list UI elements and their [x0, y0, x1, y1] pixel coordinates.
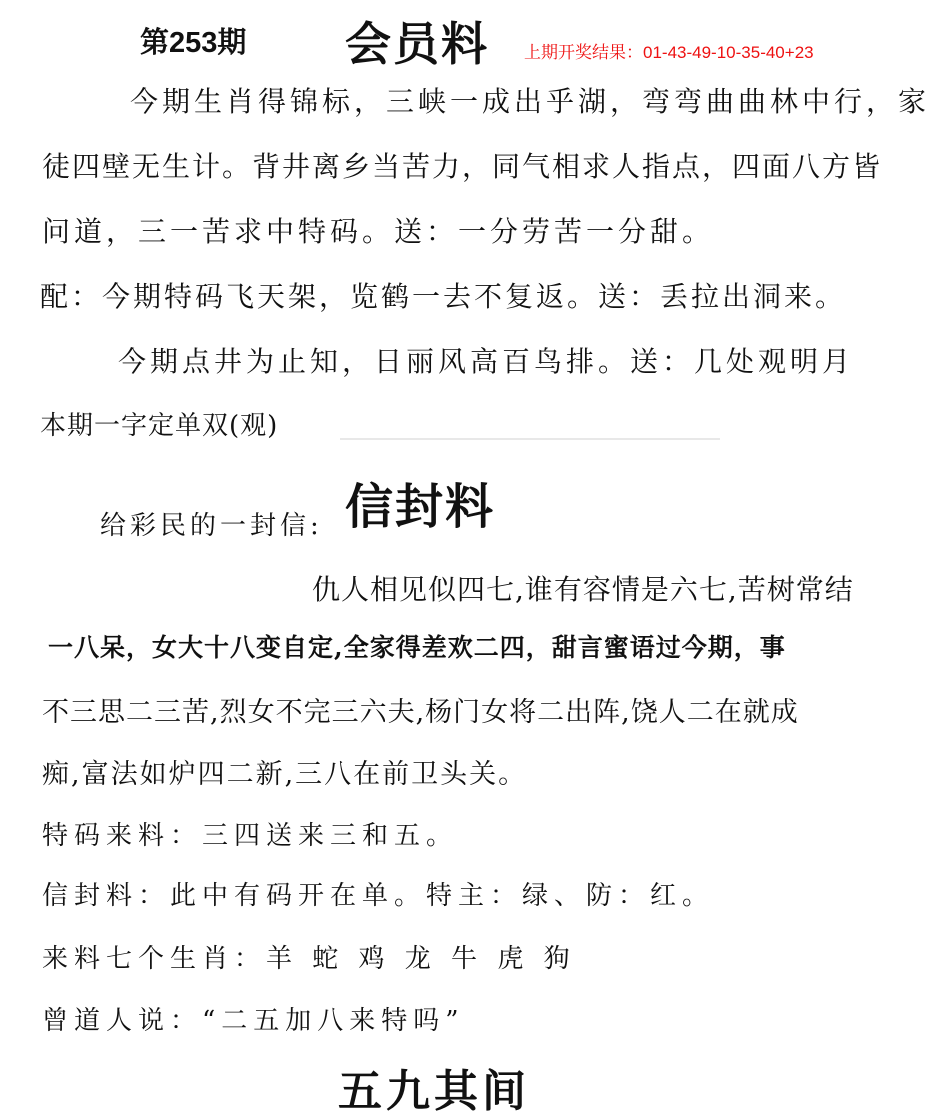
letter-line-1: 仇人相见似四七,谁有容情是六七,苦树常结 — [312, 573, 854, 606]
letter-line-3: 不三思二三苦,烈女不完三六夫,杨门女将二出阵,饶人二在就成 — [42, 697, 799, 728]
letter-line-2: 一八呆，女大十八变自定,全家得差欢二四，甜言蜜语过今期，事 — [48, 633, 786, 662]
letter-line-6: 信封料：此中有码开在单。特主：绿、防：红。 — [42, 881, 715, 911]
footer-title: 五九其间 — [338, 1066, 530, 1117]
letter-line-4: 痴,富法如炉四二新,三八在前卫头关。 — [42, 759, 528, 790]
scan-line — [340, 438, 720, 440]
member-line-3: 问道，三一苦求中特码。送：一分劳苦一分甜。 — [42, 215, 715, 248]
letter-line-5: 特码来料：三四送来三和五。 — [42, 821, 459, 851]
member-title: 会员料 — [345, 17, 489, 71]
member-line-2: 徒四壁无生计。背井离乡当苦力，同气相求人指点，四面八方皆 — [42, 150, 883, 183]
member-line-4: 配：今期特码飞天架，览鹤一去不复返。送：丢拉出洞来。 — [40, 280, 847, 313]
member-line-5: 今期点井为止知，日丽风高百鸟排。送：几处观明月 — [118, 345, 855, 378]
member-line-1: 今期生肖得锦标，三峡一成出乎湖，弯弯曲曲林中行，家 — [130, 85, 931, 118]
letter-line-7: 来料七个生肖：羊 蛇 鸡 龙 牛 虎 狗 — [42, 944, 576, 974]
letter-intro: 给彩民的一封信: — [100, 511, 323, 541]
last-draw-result: 上期开奖结果：01-43-49-10-35-40+23 — [524, 43, 814, 62]
member-line-6: 本期一字定单双(观) — [40, 411, 279, 441]
letter-line-8: 曾道人说：“二五加八来特吗” — [42, 1006, 465, 1036]
letter-title: 信封料 — [345, 479, 496, 535]
issue-number: 第253期 — [140, 27, 247, 59]
